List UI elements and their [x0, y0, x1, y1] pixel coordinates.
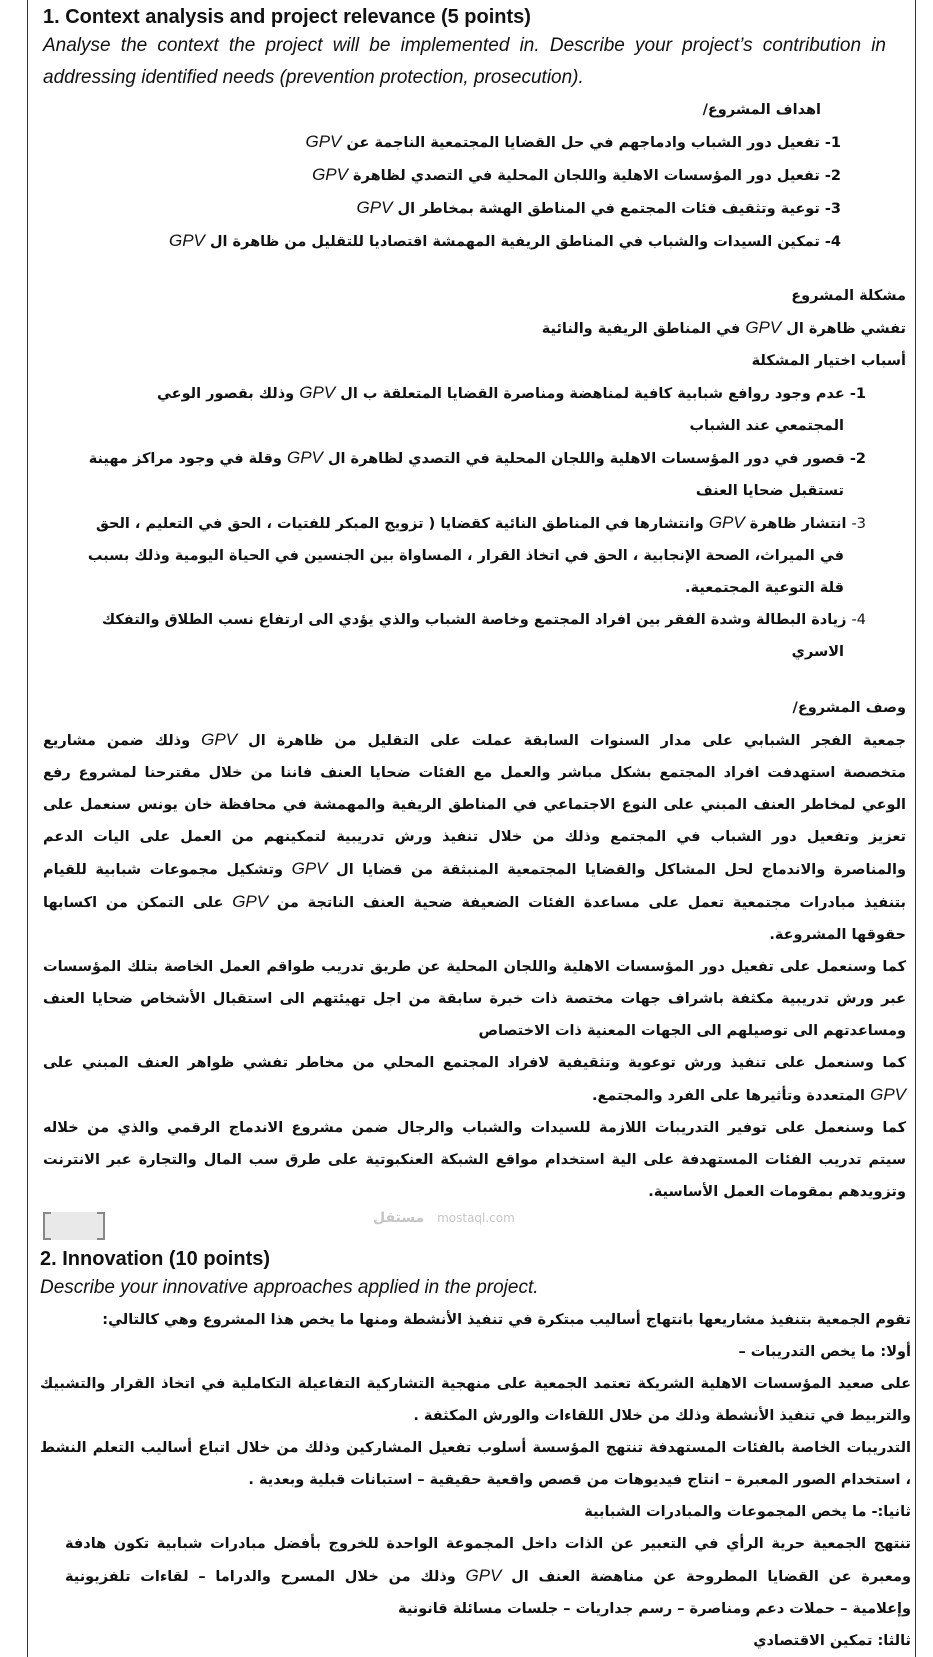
- reasons-heading: أسباب اختيار المشكلة: [751, 353, 906, 369]
- objective-text: تفعيل دور الشباب وادماجهم في حل القضايا المجتمعية الناجمة عن: [346, 135, 820, 151]
- description-paragraph-1: [43, 724, 906, 951]
- text-line: التدريبات الخاصة بالفئات المستهدفة تنتهج المؤسسة أسلوب تفعيل المشاركين وذلك من خلال اتباع أساليب التعلم النشط: [40, 1440, 911, 1456]
- objective-number: 3-: [824, 201, 841, 217]
- reason-continuation: الاسري: [791, 644, 844, 660]
- description-paragraph-2: [43, 951, 906, 1047]
- reason-text: عدم وجود روافع شبابية كافية لمناهضة ومناصرة القضايا المتعلقة ب ال: [340, 386, 845, 402]
- reason-number: 4-: [851, 612, 866, 628]
- reason-text: زيادة البطالة وشدة الفقر بين افراد المجتمع وخاصة الشباب والذي يؤدي الى ارتفاع نسب الطلاق والتفكك: [101, 612, 847, 628]
- text-line: عبر ورش تدريبية مكثفة باشراف جهات مختصة ذات خبرة سابقة من اجل تهيئتهم الى استقبال الأشخاص ضحايا العنف: [43, 991, 906, 1007]
- objective-number: 2-: [824, 168, 841, 184]
- text-span: وذلك من خلال المسرح والدراما – لقاءات تلفزيونية: [65, 1569, 456, 1585]
- text-span: على التمكن من اكسابها: [43, 895, 224, 911]
- reason-text: انتشار ظاهرة: [749, 516, 847, 532]
- text-line: وإعلامية – حملات دعم ومناصرة – رسم جداريات – جلسات مسائلة قانونية: [398, 1601, 911, 1617]
- text-line: تعزيز وتفعيل دور الشباب في المجتمع وذلك من خلال تنفيذ ورش تدريبية لتمكينهم من العمل على اليات الدعم: [43, 829, 906, 845]
- text-line: [43, 724, 906, 757]
- text-line: حقوقها المشروعة.: [769, 927, 906, 943]
- text-line: على صعيد المؤسسات الاهلية الشريكة تعتمد الجمعية على منهجية التشاركية التفاعيلة التكاملية في اتخاذ القرار والتشبيك: [40, 1376, 911, 1392]
- section-1-frame: [27, 0, 916, 1242]
- innovation-paragraph-1: [40, 1368, 911, 1432]
- text-span: والمناصرة والاندماج لحل المشاكل والقضايا المجتمعية المنبثقة من قضايا ال: [336, 862, 906, 878]
- description-paragraph-3: [43, 1047, 906, 1112]
- text-line: [65, 1560, 911, 1593]
- gpv-term: GPV: [312, 165, 348, 184]
- text-line: ومساعدتهم الى توصيلهم الى الجهات المعنية ذات الاختصاص: [478, 1023, 906, 1039]
- reason-item: [43, 442, 866, 507]
- section-2-title: 2. Innovation (10 points): [40, 1248, 271, 1270]
- description-heading: وصف المشروع/: [792, 700, 906, 716]
- reason-continuation: قلة التوعية المجتمعية.: [685, 580, 844, 596]
- gpv-term: GPV: [201, 730, 238, 749]
- innovation-paragraph-2: [40, 1432, 911, 1496]
- text-line: والتربيط في تنفيذ الأنشطة وذلك من خلال اللقاءات والورش المكثفة .: [413, 1408, 911, 1424]
- reason-line: [43, 377, 866, 410]
- text-span: بتنفيذ مبادرات مجتمعية تعمل على مساعدة الفئات الضعيفة ضحية العنف الناتجة من: [276, 895, 906, 911]
- section-1-title: 1. Context analysis and project relevance (5 points): [43, 6, 531, 28]
- objectives-heading: اهداف المشروع/: [702, 102, 821, 118]
- text-line: [43, 886, 906, 919]
- first-heading: أولا: ما يخص التدريبات –: [738, 1344, 911, 1360]
- problem-statement: [43, 312, 906, 345]
- text-line: ، استخدام الصور المعبرة – انتاج فيديوهات من قصص واقعية حقيقية – استبانات قبلية وبعدية .: [248, 1472, 911, 1488]
- text-line: كما وسنعمل على تفعيل دور المؤسسات الاهلية واللجان المحلية عن طريق تدريب طواقم العمل الخاصة بتلك المؤسسات: [43, 959, 906, 975]
- objective-item: [43, 225, 841, 258]
- gpv-term: GPV: [305, 132, 342, 151]
- section-2-frame: [27, 1242, 916, 1657]
- watermark: [373, 1210, 515, 1226]
- text-line: [43, 853, 906, 886]
- watermark-url: mostaql.com: [437, 1211, 515, 1225]
- placeholder-row: [43, 1208, 911, 1242]
- problem-heading: مشكلة المشروع: [791, 288, 906, 304]
- gpv-term: GPV: [356, 198, 393, 217]
- text-span: المتعددة وتأثيرها على الفرد والمجتمع.: [591, 1088, 866, 1104]
- reason-continuation: تستقبل ضحايا العنف: [695, 483, 844, 499]
- section-1-description: Analyse the context the project will be implemented in. Describe your project’s contribution in addressing identified needs (prevention protection, prosecution).: [43, 35, 886, 88]
- text-line: كما وسنعمل على توفير التدريبات اللازمة للسيدات والشباب والرجال ضمن مشروع الاندماج الرقمي والذي من خلاله: [43, 1120, 906, 1136]
- objective-text: تمكين السيدات والشباب في المناطق الريفية المهمشة اقتصاديا للتقليل من ظاهرة ال: [209, 234, 820, 250]
- empty-field-box[interactable]: [43, 1212, 105, 1240]
- text-line: الوعي لمخاطر العنف المبني على النوع الاجتماعي في المناطق الريفية والمهمشة في محافظة خان يونس سنعمل على: [43, 797, 906, 813]
- text-span: جمعية الفجر الشبابي على مدار السنوات السابقة عملت على التقليل من ظاهرة ال: [248, 733, 906, 749]
- innovation-paragraph-3: [65, 1528, 911, 1625]
- objective-text: توعية وتثقيف فئات المجتمع في المناطق الهشة بمخاطر ال: [397, 201, 820, 217]
- gpv-term: GPV: [232, 892, 269, 911]
- second-heading: ثانيا:- ما يخص المجموعات والمبادرات الشبابية: [584, 1504, 911, 1520]
- reason-continuation: المجتمعي عند الشباب: [689, 418, 844, 434]
- text-line: [43, 1079, 906, 1112]
- description-paragraph-4: [43, 1112, 906, 1208]
- text-line: متخصصة استهدفت افراد المجتمع بشكل مباشر والعمل مع الفئات ضحايا العنف فاننا من خلال مقترحنا لمشروع رفع: [43, 765, 906, 781]
- reason-item: [43, 377, 866, 442]
- spacer: [43, 258, 911, 280]
- objective-number: 1-: [824, 135, 841, 151]
- objective-text: تفعيل دور المؤسسات الاهلية واللجان المحلية في التصدي لظاهرة: [353, 168, 820, 184]
- problem-statement-text: تفشي ظاهرة ال: [786, 321, 906, 337]
- reason-item: [43, 604, 866, 668]
- objective-item: [43, 126, 841, 159]
- reason-number: 2-: [849, 451, 866, 467]
- problem-statement-text: في المناطق الريفية والنائية: [541, 321, 741, 337]
- text-span: وذلك ضمن مشاريع: [43, 733, 191, 749]
- gpv-term: GPV: [299, 383, 336, 402]
- reason-number: 3-: [851, 516, 866, 532]
- reason-line: [43, 442, 866, 475]
- text-line: كما وسنعمل على تنفيذ ورش توعوية وتثقيفية لافراد المجتمع المحلي من مخاطر تفشي ظواهر العنف المبني على: [43, 1055, 906, 1071]
- text-line: سيتم تدريب الفئات المستهدفة على الية استخدام مواقع الشبكة العنكبوتية على طرق سب المال والتجارة عبر الانترنت: [43, 1152, 906, 1168]
- reason-number: 1-: [849, 386, 866, 402]
- text-span: وتشكيل مجموعات شبابية للقيام: [43, 862, 284, 878]
- text-line: وتزويدهم بمقومات العمل الأساسية.: [648, 1184, 906, 1200]
- gpv-term: GPV: [291, 859, 328, 878]
- gpv-term: GPV: [168, 231, 205, 250]
- spacer: [43, 668, 911, 692]
- text-line: تنتهج الجمعية حرية الرأي في التعبير عن الذات داخل المجموعة الواحدة للخروج بأفضل مبادرات شبابية تكون هادفة: [65, 1536, 911, 1552]
- reason-text: وانتشارها في المناطق النائية كقضايا ( تزويج المبكر للفتيات ، الحق في التعليم ، الحق: [95, 516, 704, 532]
- third-heading-partial: ثالثا: تمكين الاقتصادي: [753, 1633, 911, 1649]
- text-span: ومعبرة عن القضايا المطروحة عن مناهضة العنف ال: [511, 1569, 911, 1585]
- objective-item: [43, 192, 841, 225]
- reason-continuation: في الميراث، الصحة الإنجابية ، الحق في اتخاذ القرار ، المساواة بين الجنسين في الحياة اليومية وذلك بسبب: [87, 548, 844, 564]
- objective-item: [43, 159, 841, 192]
- innovation-intro: تقوم الجمعية بتنفيذ مشاريعها بانتهاج أساليب مبتكرة في تنفيذ الأنشطة ومنها ما يخص هذا المشروع وهي كالتالي:: [102, 1312, 911, 1328]
- section-2-description: Describe your innovative approaches applied in the project.: [40, 1277, 539, 1298]
- reason-line: [43, 507, 866, 540]
- reason-text: قصور في دور المؤسسات الاهلية واللجان المحلية في التصدي لظاهرة ال: [327, 451, 845, 467]
- gpv-term: GPV: [286, 448, 323, 467]
- gpv-term: GPV: [870, 1085, 906, 1104]
- gpv-term: GPV: [708, 513, 745, 532]
- reason-text: وقلة في وجود مراكز مهينة: [88, 451, 282, 467]
- watermark-brand: مستقل: [373, 1210, 425, 1226]
- gpv-term: GPV: [745, 318, 782, 337]
- objective-number: 4-: [824, 234, 841, 250]
- gpv-term: GPV: [465, 1566, 502, 1585]
- reason-item: [43, 507, 866, 604]
- reason-text: وذلك بقصور الوعي: [157, 386, 295, 402]
- reason-line: [43, 604, 866, 636]
